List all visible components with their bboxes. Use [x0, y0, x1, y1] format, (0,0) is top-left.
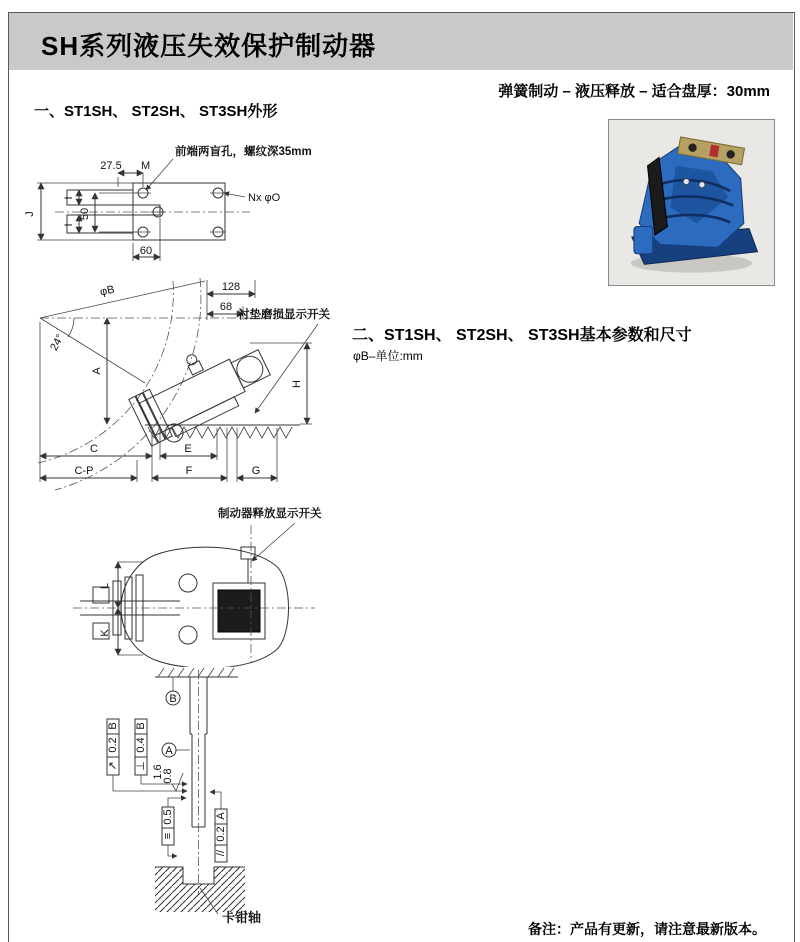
dim-label-60: 60 [139, 245, 153, 257]
top-view-body [73, 525, 315, 667]
brake-type-subtitle: 弹簧制动 – 液压释放 – 适合盘厚：30mm [498, 83, 770, 100]
par-datum: A [215, 812, 227, 820]
product-photo-illustration [613, 124, 770, 281]
drawing-caliper-side-view [10, 278, 350, 503]
dim-label-j: J [24, 211, 36, 217]
footer-note: 备注：产品有更新，请注意最新版本。 [528, 921, 766, 937]
title-banner [9, 13, 793, 70]
hole-count-label: Nx φO [248, 192, 281, 204]
shaft-socket [155, 867, 261, 925]
roughness-08: 0.8 [162, 768, 174, 784]
datum-b-label: B [169, 693, 177, 705]
dim-label-cp: C-P [74, 465, 94, 477]
tolerance-frames [107, 677, 227, 862]
sym-value: 0.5 [162, 809, 174, 825]
dim-label-c: C [90, 443, 98, 455]
drawing-caliper-shaft [60, 662, 350, 942]
dim-label-h: H [291, 380, 303, 388]
dim-label-k: K [99, 629, 111, 637]
dim-label-27-5: 27.5 [100, 160, 122, 172]
unit-note: φB–单位:mm [353, 349, 423, 363]
caliper-body [123, 327, 279, 452]
dim-label-i-bottom: I [63, 223, 75, 227]
perp-value: 0.4 [135, 737, 147, 753]
dim-label-m-thread: M [141, 160, 151, 172]
dim-label-g: G [251, 465, 261, 477]
dim-label-24deg: 24° [48, 332, 67, 353]
dim-label-i-top: I [63, 196, 75, 200]
blind-hole-annotation: 前端两盲孔，螺纹深35mm [175, 146, 312, 158]
dim-label-phib: φB [98, 283, 116, 299]
page-title: SH系列液压失效保护制动器 [41, 31, 377, 61]
datum-a-label: A [165, 745, 173, 757]
product-photo [608, 119, 775, 286]
section2-heading: 二、ST1SH、 ST2SH、 ST3SH基本参数和尺寸 [352, 327, 692, 344]
sym-symbol-icon: ≡ [162, 832, 174, 840]
section1-heading: 一、ST1SH、 ST2SH、 ST3SH外形 [34, 103, 278, 120]
shaft-label: 卡钳轴 [222, 910, 262, 925]
dim-label-50: 50 [79, 207, 91, 221]
par-value: 0.2 [215, 826, 227, 842]
perp-datum: B [135, 722, 147, 730]
drawing-caliper-top-view [55, 495, 350, 667]
runout-value: 0.2 [107, 737, 119, 753]
dim-label-128: 128 [221, 281, 241, 293]
dim-label-a: A [91, 367, 103, 375]
par-symbol-icon: // [215, 849, 227, 857]
perp-symbol-icon: ⊥ [135, 761, 147, 771]
pad-wear-switch-label: 衬垫磨损显示开关 [238, 309, 330, 321]
dim-label-68: 68 [219, 301, 233, 313]
roughness-16: 1.6 [152, 764, 164, 780]
dim-label-f: F [185, 465, 193, 477]
drawing-plate-top-view [15, 135, 337, 277]
runout-datum: B [107, 722, 119, 730]
runout-symbol-icon: ↗ [107, 761, 119, 771]
dim-label-l: L [99, 582, 111, 590]
release-switch-label: 制动器释放显示开关 [218, 508, 322, 520]
dim-label-e: E [184, 443, 192, 455]
